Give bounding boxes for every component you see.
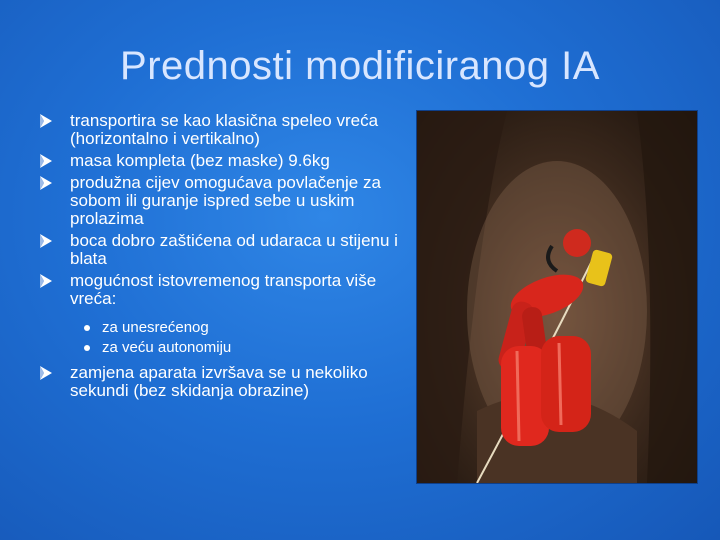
slide-title: Prednosti modificiranog IA	[120, 44, 600, 88]
arrow-bullet-icon	[39, 175, 53, 191]
sub-bullet-item	[102, 338, 402, 358]
bullet-text: produžna cijev omogućava povlačenje za sobom ili guranje ispred sebe u uskim prolazima	[70, 173, 381, 228]
sub-bullet-text: za unesrećenog	[102, 319, 209, 336]
bullet-item	[62, 112, 402, 148]
bullet-item	[62, 272, 402, 358]
sub-bullet-text: za veću autonomiju	[102, 339, 232, 356]
sub-bullet-list	[70, 318, 402, 358]
arrow-bullet-icon	[39, 365, 53, 381]
arrow-bullet-icon	[39, 273, 53, 289]
bullet-item	[62, 232, 402, 268]
bullet-text: transportira se kao klasična speleo vreća (horizontalno i vertikalno)	[70, 111, 379, 148]
bullet-text: mogućnost istovremenog transporta više vreća:	[70, 271, 377, 308]
dot-bullet-icon	[84, 345, 90, 351]
bullet-text: zamjena aparata izvršava se u nekoliko sekundi (bez skidanja obrazine)	[70, 363, 368, 400]
bullet-text: masa kompleta (bez maske) 9.6kg	[70, 151, 330, 170]
arrow-bullet-icon	[39, 153, 53, 169]
dot-bullet-icon	[84, 325, 90, 331]
caver-with-bags-photo	[416, 110, 698, 484]
arrow-bullet-icon	[39, 113, 53, 129]
bullet-item	[62, 174, 402, 228]
bullet-text: boca dobro zaštićena od udaraca u stijenu i blata	[70, 231, 398, 268]
sub-bullet-item	[102, 318, 402, 338]
cave-scene-icon	[417, 111, 697, 483]
bullet-item	[62, 152, 402, 170]
bullet-list	[62, 112, 402, 404]
arrow-bullet-icon	[39, 233, 53, 249]
bullet-item	[62, 364, 402, 400]
